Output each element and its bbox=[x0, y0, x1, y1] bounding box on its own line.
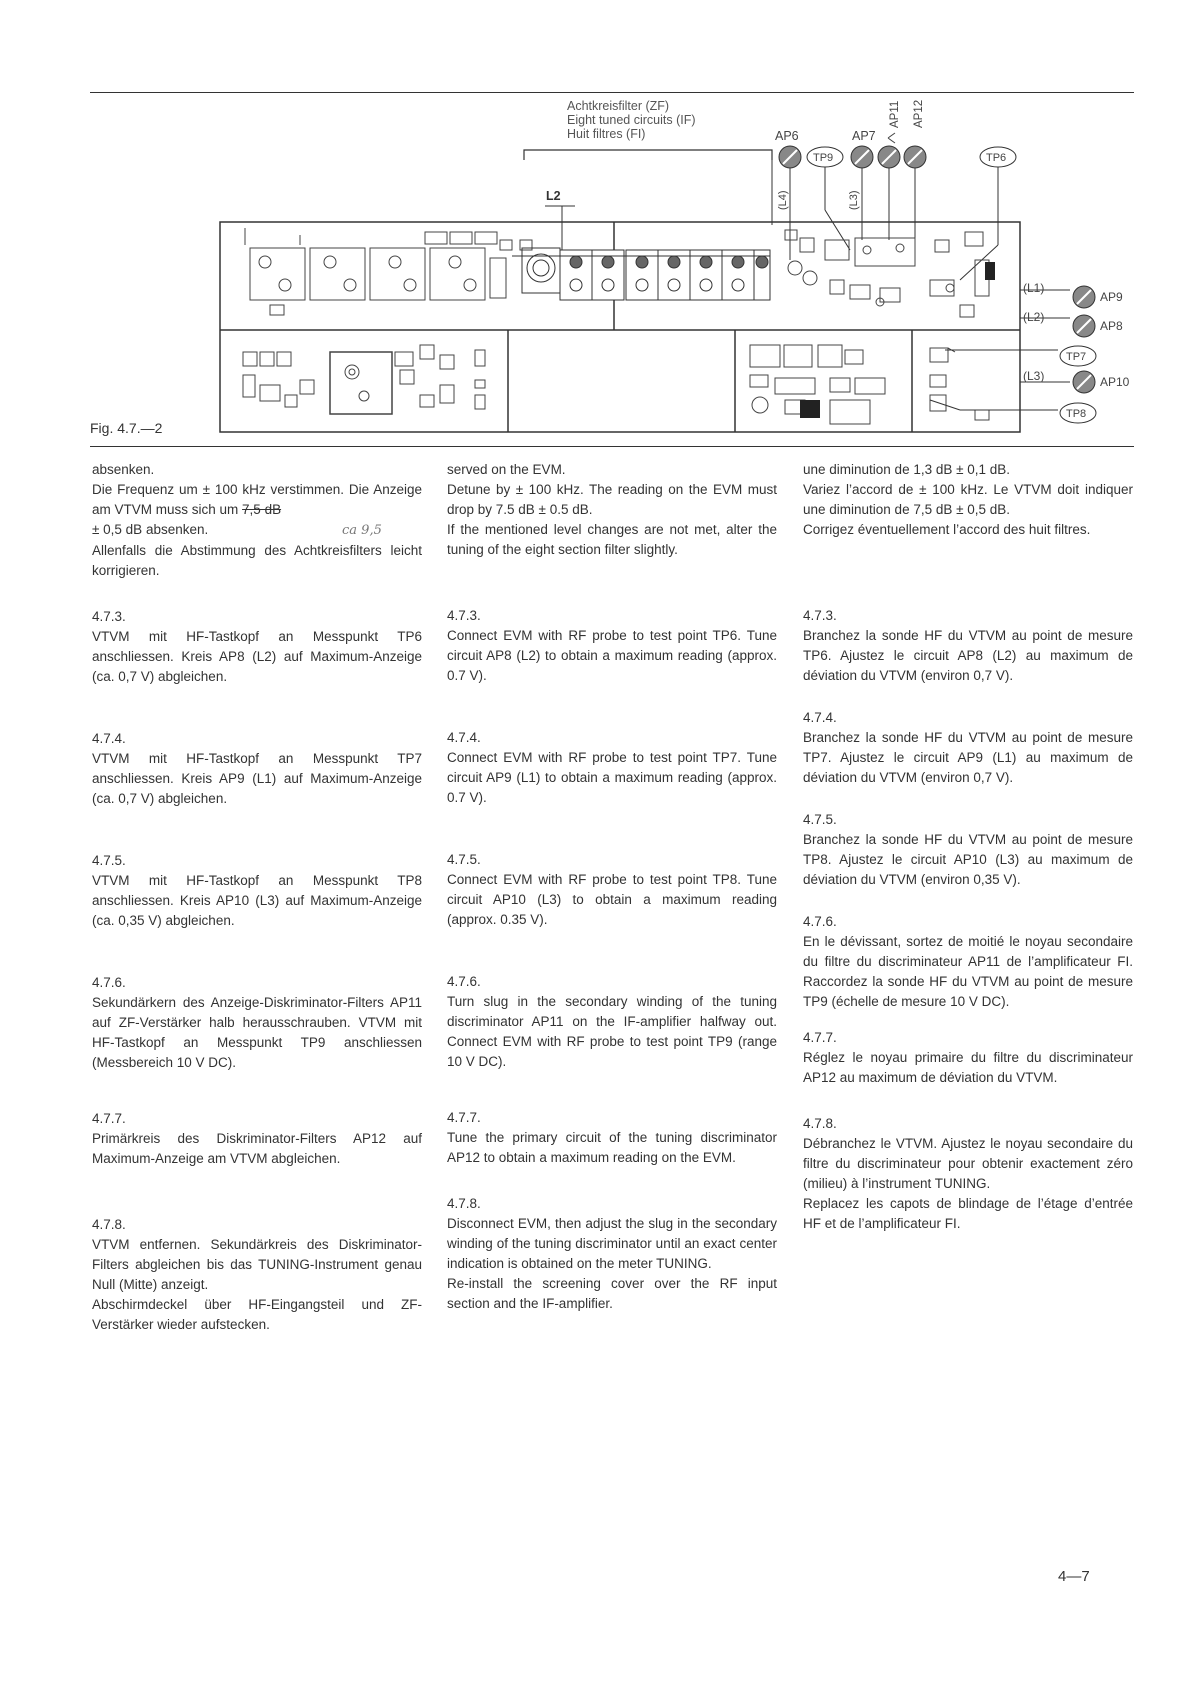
adjuster-ap9-icon bbox=[1073, 286, 1095, 308]
de-intro-2a: Die Frequenz um ± 100 kHz verstimmen. Die Anzeige am VTVM muss sich um bbox=[92, 482, 422, 517]
section-number: 4.7.8. bbox=[92, 1217, 126, 1232]
label-ap12: AP12 bbox=[913, 99, 925, 128]
section-text: VTVM mit HF-Tastkopf an Messpunkt TP6 anschliessen. Kreis AP8 (L2) auf Maximum-Anzeige (ca. 0,7 V) abgleichen. bbox=[92, 629, 422, 684]
section-number: 4.7.5. bbox=[447, 852, 481, 867]
section-number: 4.7.5. bbox=[803, 812, 837, 827]
section-number: 4.7.4. bbox=[803, 710, 837, 725]
adjuster-ap7-icon bbox=[851, 146, 873, 168]
en-section-475 bbox=[447, 850, 777, 930]
fr-section-475 bbox=[803, 810, 1133, 890]
figure-header-en: Eight tuned circuits (IF) bbox=[567, 113, 696, 127]
section-text: VTVM entfernen. Sekundärkreis des Diskriminator-Filters abgleichen bis das TUNING-Instrument genau Null (Mitte) anzeigt. bbox=[92, 1237, 422, 1292]
fr-intro-3: Corrigez éventuellement l’accord des huit filtres. bbox=[803, 522, 1091, 537]
label-l2-side: (L2) bbox=[1023, 310, 1045, 324]
section-text: Branchez la sonde HF du VTVM au point de mesure TP7. Ajustez le circuit AP9 (L1) au maximum de déviation du VTVM (environ 0,7 V). bbox=[803, 730, 1133, 785]
de-section-475 bbox=[92, 851, 422, 931]
en-section-478 bbox=[447, 1194, 777, 1314]
fr-section-476 bbox=[803, 912, 1133, 1012]
section-text: Disconnect EVM, then adjust the slug in the secondary winding of the tuning discriminator until an exact center indication is obtained on the meter TUNING. bbox=[447, 1216, 777, 1271]
de-struck-value: 7,5 dB bbox=[242, 502, 282, 517]
de-section-474 bbox=[92, 729, 422, 809]
de-intro-1: absenken. bbox=[92, 462, 155, 477]
section-text: VTVM mit HF-Tastkopf an Messpunkt TP7 anschliessen. Kreis AP9 (L1) auf Maximum-Anzeige (ca. 0,7 V) abgleichen. bbox=[92, 751, 422, 806]
l2-coil-icon bbox=[522, 248, 560, 293]
section-number: 4.7.7. bbox=[447, 1110, 481, 1125]
label-tp8: TP8 bbox=[1066, 408, 1087, 420]
adjuster-ap11-icon bbox=[878, 146, 900, 168]
adjuster-ap8-icon bbox=[1073, 315, 1095, 337]
de-section-476 bbox=[92, 973, 422, 1073]
ap11-arrow-icon bbox=[888, 133, 895, 143]
section-text: Sekundärkern des Anzeige-Diskriminator-Filters AP11 auf ZF-Verstärker halb herausschrauben. VTVM mit HF-Tastkopf an Messpunkt TP9 anschliessen (Messbereich 10 V DC). bbox=[92, 995, 422, 1070]
figure-header-de: Achtkreisfilter (ZF) bbox=[567, 99, 670, 113]
section-text: Connect EVM with RF probe to test point TP6. Tune circuit AP8 (L2) to obtain a maximum reading (approx. 0.7 V). bbox=[447, 628, 777, 683]
section-text: Turn slug in the secondary winding of the tuning discriminator AP11 on the IF-amplifier halfway out. Connect EVM with RF probe to test point TP9 (range 10 V DC). bbox=[447, 994, 777, 1069]
en-section-473 bbox=[447, 606, 777, 686]
de-section-473 bbox=[92, 607, 422, 687]
figure-caption: Fig. 4.7.—2 bbox=[90, 420, 163, 436]
section-number: 4.7.4. bbox=[92, 731, 126, 746]
de-section-478 bbox=[92, 1215, 422, 1335]
fr-section-474 bbox=[803, 708, 1133, 788]
section-number: 4.7.8. bbox=[803, 1116, 837, 1131]
middle-rule bbox=[90, 446, 1134, 447]
section-number: 4.7.5. bbox=[92, 853, 126, 868]
filter-bracket bbox=[524, 150, 772, 160]
en-intro-1: served on the EVM. bbox=[447, 462, 566, 477]
label-l4: (L4) bbox=[777, 190, 789, 210]
label-tp9: TP9 bbox=[813, 152, 834, 164]
fr-section-478 bbox=[803, 1114, 1133, 1234]
ic-black bbox=[985, 262, 995, 280]
section-text-2: Replacez les capots de blindage de l’étage d’entrée HF et de l’amplificateur FI. bbox=[803, 1196, 1133, 1231]
section-number: 4.7.8. bbox=[447, 1196, 481, 1211]
en-section-476 bbox=[447, 972, 777, 1072]
en-intro-2: Detune by ± 100 kHz. The reading on the EVM must drop by 7.5 dB ± 0.5 dB. bbox=[447, 482, 777, 517]
section-text: Connect EVM with RF probe to test point TP7. Tune circuit AP9 (L1) to obtain a maximum reading (approx. 0.7 V). bbox=[447, 750, 777, 805]
section-text: Branchez la sonde HF du VTVM au point de mesure TP8. Ajustez le circuit AP10 (L3) au maximum de déviation du VTVM (environ 0,35 V). bbox=[803, 832, 1133, 887]
label-l2: L2 bbox=[546, 189, 561, 203]
en-section-477 bbox=[447, 1108, 777, 1168]
de-handwritten-note: ca 9,5 bbox=[342, 523, 382, 538]
label-ap10: AP10 bbox=[1100, 375, 1130, 389]
fr-intro-2: Variez l’accord de ± 100 kHz. Le VTVM doit indiquer une diminution de 7,5 dB ± 0,5 dB. bbox=[803, 482, 1133, 517]
page-number: 4—7 bbox=[1058, 1568, 1090, 1585]
pcb-diagram bbox=[0, 0, 1192, 445]
figure-header-fr: Huit filtres (FI) bbox=[567, 127, 646, 141]
de-intro-2 bbox=[92, 480, 422, 520]
section-text: Connect EVM with RF probe to test point TP8. Tune circuit AP10 (L3) to obtain a maximum reading (approx. 0.35 V). bbox=[447, 872, 777, 927]
section-number: 4.7.3. bbox=[803, 608, 837, 623]
section-text-2: Abschirmdeckel über HF-Eingangsteil und ZF-Verstärker wieder aufstecken. bbox=[92, 1297, 422, 1332]
section-text: Réglez le noyau primaire du filtre du discriminateur AP12 au maximum de déviation du VTVM. bbox=[803, 1050, 1133, 1085]
label-l1-side: (L1) bbox=[1023, 281, 1045, 295]
en-section-474 bbox=[447, 728, 777, 808]
label-ap11: AP11 bbox=[889, 100, 901, 128]
label-ap8: AP8 bbox=[1100, 319, 1123, 333]
adjuster-ap6-icon bbox=[779, 146, 801, 168]
column-french bbox=[803, 460, 1133, 1234]
column-english bbox=[447, 460, 777, 1314]
label-l3-side: (L3) bbox=[1023, 369, 1045, 383]
eight-filter-cans bbox=[560, 250, 770, 300]
fr-section-477 bbox=[803, 1028, 1133, 1088]
section-number: 4.7.4. bbox=[447, 730, 481, 745]
section-text: Branchez la sonde HF du VTVM au point de mesure TP6. Ajustez le circuit AP8 (L2) au maximum de déviation du VTVM (environ 0,7 V). bbox=[803, 628, 1133, 683]
section-text: Primärkreis des Diskriminator-Filters AP12 auf Maximum-Anzeige am VTVM abgleichen. bbox=[92, 1131, 422, 1166]
section-number: 4.7.6. bbox=[447, 974, 481, 989]
section-text: VTVM mit HF-Tastkopf an Messpunkt TP8 anschliessen. Kreis AP10 (L3) auf Maximum-Anzeige (ca. 0,35 V) abgleichen. bbox=[92, 873, 422, 928]
section-number: 4.7.6. bbox=[92, 975, 126, 990]
section-text-2: Re-install the screening cover over the RF input section and the IF-amplifier. bbox=[447, 1276, 777, 1311]
label-ap9: AP9 bbox=[1100, 290, 1123, 304]
section-number: 4.7.3. bbox=[92, 609, 126, 624]
section-number: 4.7.7. bbox=[92, 1111, 126, 1126]
de-intro-3 bbox=[92, 520, 422, 541]
label-ap7: AP7 bbox=[852, 129, 876, 143]
label-l3-top: (L3) bbox=[848, 190, 860, 210]
section-text: Tune the primary circuit of the tuning discriminator AP12 to obtain a maximum reading on the EVM. bbox=[447, 1130, 777, 1165]
pcb-dark-block bbox=[800, 400, 820, 418]
adjuster-ap10-icon bbox=[1073, 371, 1095, 393]
label-ap6: AP6 bbox=[775, 129, 799, 143]
adjuster-ap12-icon bbox=[904, 146, 926, 168]
fr-section-473 bbox=[803, 606, 1133, 686]
fr-intro-1: une diminution de 1,3 dB ± 0,1 dB. bbox=[803, 462, 1011, 477]
de-intro-4: Allenfalls die Abstimmung des Achtkreisfilters leicht korrigieren. bbox=[92, 543, 422, 578]
de-section-477 bbox=[92, 1109, 422, 1169]
section-text: En le dévissant, sortez de moitié le noyau secondaire du filtre du discriminateur AP11 de l’amplificateur FI. Raccordez la sonde HF du VTVM au point de mesure TP9 (échelle de mesure 10 V DC). bbox=[803, 934, 1133, 1009]
label-tp6: TP6 bbox=[986, 152, 1007, 164]
en-intro-3: If the mentioned level changes are not met, alter the tuning of the eight section filter slightly. bbox=[447, 522, 777, 557]
section-number: 4.7.7. bbox=[803, 1030, 837, 1045]
section-number: 4.7.3. bbox=[447, 608, 481, 623]
de-intro-3a: ± 0,5 dB absenken. bbox=[92, 522, 209, 537]
section-number: 4.7.6. bbox=[803, 914, 837, 929]
column-german bbox=[92, 460, 422, 1335]
section-text: Débranchez le VTVM. Ajustez le noyau secondaire du filtre du discriminateur pour obtenir exactement zéro (milieu) à l’instrument TUNING. bbox=[803, 1136, 1133, 1191]
label-tp7: TP7 bbox=[1066, 351, 1087, 363]
